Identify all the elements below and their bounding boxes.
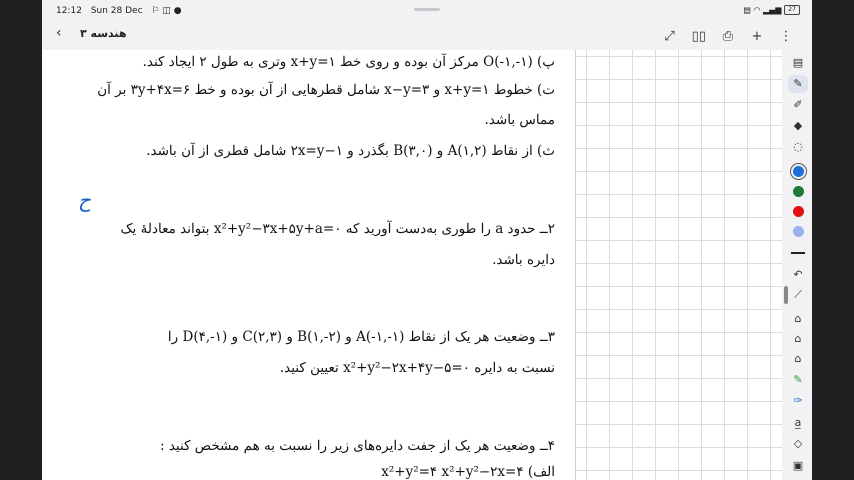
grid-paper[interactable] [575,50,782,480]
text-line: پ) (۱-,۱-)O مرکز آن بوده و روی خط ۱=x+y وتری به طول ۲ ایجاد کند. [142,54,555,70]
more-icon[interactable]: ⋮ [779,29,793,44]
image-icon[interactable]: ▣ [792,459,804,472]
pages-icon[interactable]: ▤ [792,56,804,69]
highlighter2-icon[interactable]: ✎ [793,373,803,386]
pen-color-lavender[interactable] [793,226,804,237]
text-line: مماس باشد. [484,112,555,128]
status-bar [42,0,812,22]
divider [791,252,805,254]
pen-color-blue[interactable] [793,166,804,177]
notification-icons: ⚐ ◫ ● [151,6,182,16]
expand-icon[interactable]: ⤢ [664,29,675,44]
undo-icon[interactable]: ↶ [793,268,803,281]
pen-icon[interactable]: ✎ [788,75,808,93]
text-line: ث) از نقاط (۱,۲)A و (۳,۰)B بگذرد و ۱−۲x=y شامل قطری از آن باشد. [146,143,555,159]
textbook-page [42,50,575,480]
drag-handle[interactable] [414,8,440,11]
date: Sun 28 Dec [90,6,143,16]
text-line: ت) خطوط ۱=x+y و ۳=x−y شامل قطرهایی از آن بوده و خط ۶=۳y+۴x بر آن [97,82,555,98]
pen-color-green[interactable] [793,186,804,197]
text-icon[interactable]: a̲ [794,416,802,429]
add-icon[interactable]: + [751,29,763,44]
signal-icon: ▂▄▆ [762,5,782,15]
top-toolbar [42,22,812,48]
pen-color-red[interactable] [793,206,804,217]
fill-icon[interactable]: ⌂ [794,332,802,345]
shapes-icon[interactable]: ◇ [793,437,803,450]
text-line: نسبت به دایره ۰=x²+y²−۲x+۴y−۵ تعیین کنید. [279,360,555,376]
shape-pen-icon[interactable]: ⌂ [794,312,802,325]
scrollbar-grip[interactable] [784,286,788,304]
book-icon[interactable]: ▯▯ [691,29,706,44]
tablet-screen [42,0,812,480]
text-line: الف) x²+y²=۴ x²+y²−۲x=۴ [381,464,555,480]
text-line: دایره باشد. [492,252,555,268]
laser-icon[interactable]: ⟋ [794,288,802,301]
export-icon[interactable]: ⎙ [722,29,734,44]
text-line: ۲ــ حدود a را طوری به‌دست آورید که ۰=x²+y²−۳x+۵y+a بتواند معادلهٔ یک [120,221,555,237]
tool-panel [784,50,812,480]
pen2-icon[interactable]: ✑ [793,394,803,407]
text-line: ۳ــ وضعیت هر یک از نقاط (۱-,۱-)A و (۲-,۱)B و (۲,۳)C و (۱-,۴)D را [167,329,555,345]
clock: 12:12 [56,6,82,16]
wifi-icon: ◠ [753,5,761,15]
sim-icon: ▤ [743,5,751,15]
note-canvas[interactable] [42,50,782,480]
battery-icon: 27 [784,5,800,15]
back-button[interactable]: ‹ [56,25,62,41]
document-title[interactable]: هندسه ۳ [80,27,127,40]
highlighter-icon[interactable]: ✐ [793,98,803,111]
lasso-icon[interactable]: ◌ [793,140,803,153]
marker-icon[interactable]: ⌂ [794,352,802,365]
handwritten-mark: ح [78,188,91,212]
text-line: ۴ــ وضعیت هر یک از جفت دایره‌های زیر را نسبت به هم مشخص کنید : [160,438,555,454]
eraser-icon[interactable]: ◆ [793,119,803,132]
